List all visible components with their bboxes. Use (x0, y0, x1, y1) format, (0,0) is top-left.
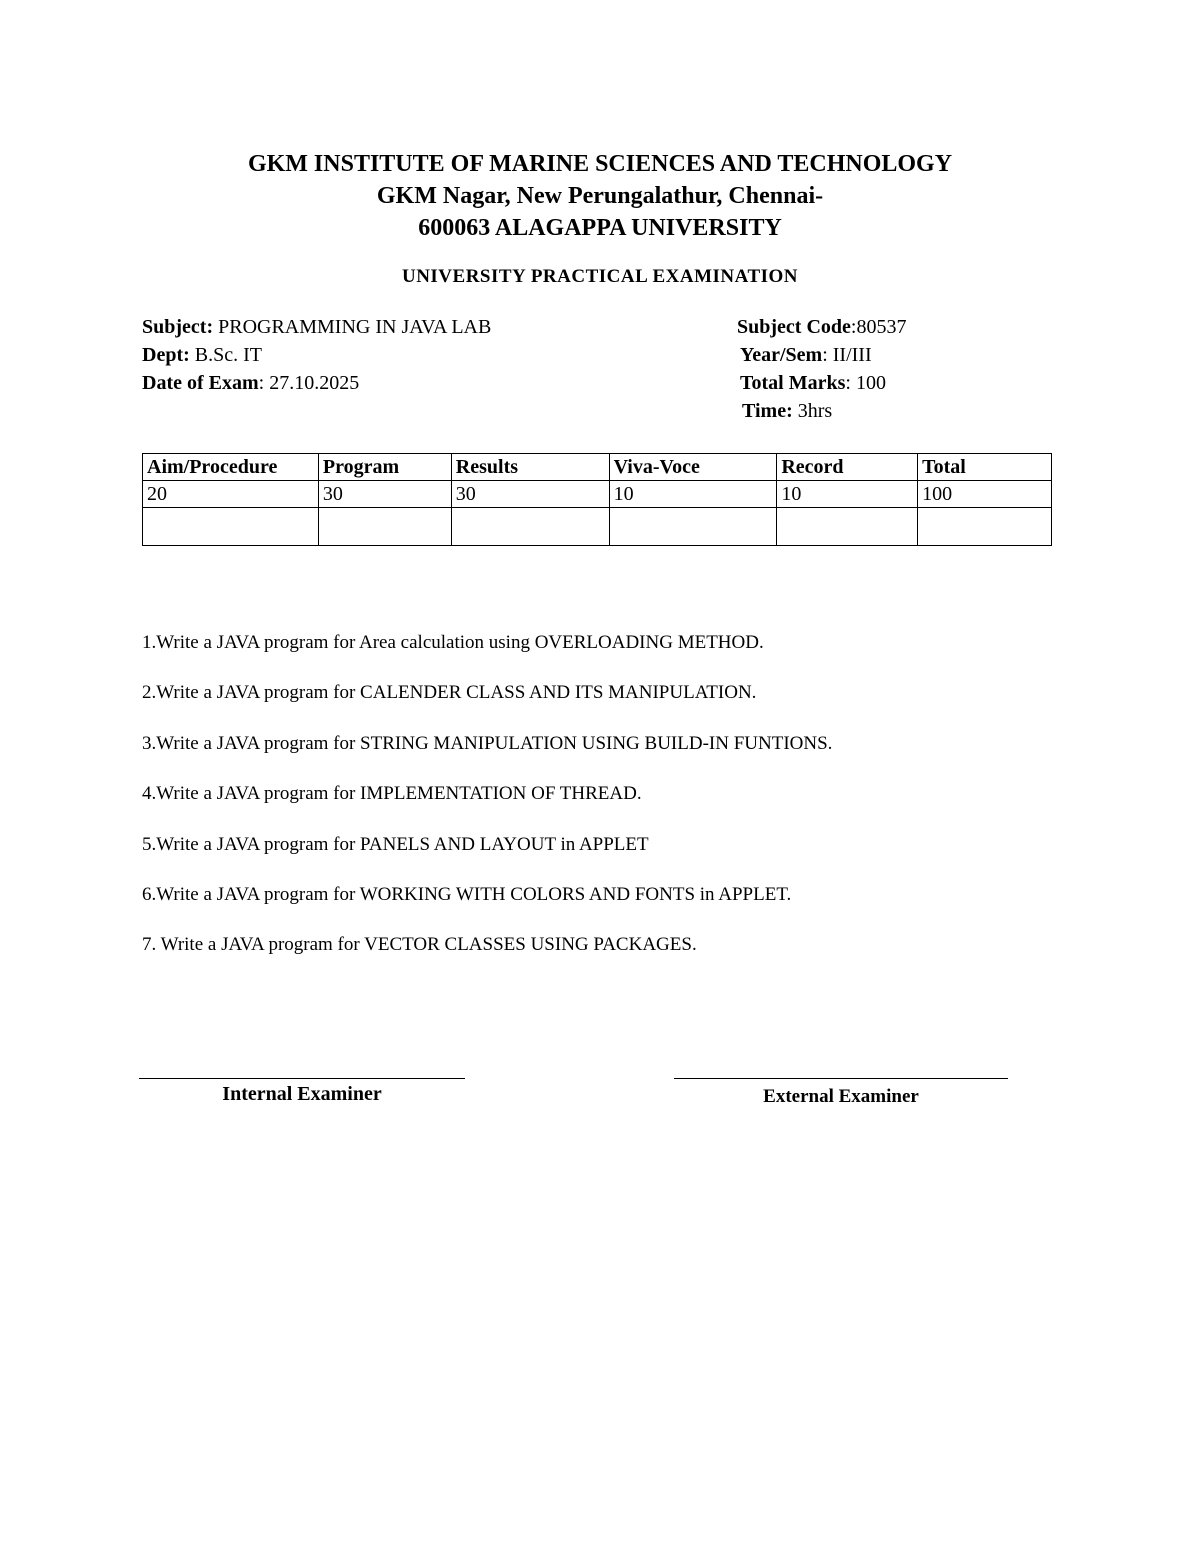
date-value: : 27.10.2025 (258, 372, 360, 394)
date-row (142, 369, 491, 397)
subject-code-row (737, 313, 906, 341)
question-item: 4.Write a JAVA program for IMPLEMENTATION OF THREAD. (142, 783, 642, 805)
obtained-mark-cell[interactable] (609, 508, 777, 546)
subject-label: Subject: (142, 316, 214, 338)
internal-examiner-signature: Internal Examiner (139, 1078, 465, 1106)
total-marks-value: : 100 (845, 372, 886, 394)
year-sem-value: : II/III (822, 344, 872, 366)
header-cell: Viva-Voce (609, 454, 777, 481)
time-value: 3hrs (792, 400, 833, 422)
max-mark-cell: 20 (143, 481, 319, 508)
subject-code-label: Subject Code (737, 316, 851, 338)
header-cell: Results (451, 454, 609, 481)
marks-table (142, 453, 1052, 546)
dept-label: Dept: (142, 344, 190, 366)
subject-value: PROGRAMMING IN JAVA LAB (213, 316, 492, 338)
question-item: 6.Write a JAVA program for WORKING WITH COLORS AND FONTS in APPLET. (142, 883, 792, 905)
obtained-marks-row (143, 508, 1052, 546)
university-name: 600063 ALAGAPPA UNIVERSITY (418, 215, 782, 241)
total-marks-row (737, 369, 906, 397)
obtained-mark-cell[interactable] (451, 508, 609, 546)
question-item: 7. Write a JAVA program for VECTOR CLASSES USING PACKAGES. (142, 934, 697, 956)
year-sem-row (737, 341, 906, 369)
marks-header-row (143, 454, 1052, 481)
institution-name: GKM INSTITUTE OF MARINE SCIENCES AND TECHNOLOGY (247, 151, 953, 177)
header-cell: Program (318, 454, 451, 481)
max-mark-cell: 10 (609, 481, 777, 508)
question-item: 5.Write a JAVA program for PANELS AND LAYOUT in APPLET (142, 833, 649, 855)
obtained-mark-cell[interactable] (143, 508, 319, 546)
max-marks-row (143, 481, 1052, 508)
question-item: 2.Write a JAVA program for CALENDER CLASS AND ITS MANIPULATION. (142, 682, 757, 704)
obtained-mark-cell[interactable] (777, 508, 918, 546)
institution-header (0, 148, 1200, 244)
dept-row (142, 341, 491, 369)
dept-value: B.Sc. IT (189, 344, 262, 366)
subject-code-value: :80537 (850, 316, 907, 338)
time-label: Time: (742, 400, 793, 422)
max-mark-cell: 30 (451, 481, 609, 508)
max-mark-cell: 100 (918, 481, 1052, 508)
time-row (737, 397, 906, 425)
header-cell: Record (777, 454, 918, 481)
max-mark-cell: 30 (318, 481, 451, 508)
obtained-mark-cell[interactable] (318, 508, 451, 546)
max-mark-cell: 10 (777, 481, 918, 508)
total-marks-label: Total Marks (740, 372, 846, 394)
subject-row (142, 313, 491, 341)
question-item: 3.Write a JAVA program for STRING MANIPULATION USING BUILD-IN FUNTIONS. (142, 732, 833, 754)
obtained-mark-cell[interactable] (918, 508, 1052, 546)
header-cell: Total (918, 454, 1052, 481)
year-sem-label: Year/Sem (740, 344, 823, 366)
exam-info-right (737, 313, 906, 425)
question-item: 1.Write a JAVA program for Area calculation using OVERLOADING METHOD. (142, 632, 764, 653)
institution-address: GKM Nagar, New Perungalathur, Chennai- (376, 183, 824, 209)
date-label: Date of Exam (142, 372, 259, 394)
exam-title: UNIVERSITY PRACTICAL EXAMINATION (401, 266, 799, 287)
exam-info-left (142, 313, 491, 397)
external-examiner-signature: External Examiner (674, 1078, 1008, 1108)
header-cell: Aim/Procedure (143, 454, 319, 481)
question-list (142, 628, 1142, 981)
